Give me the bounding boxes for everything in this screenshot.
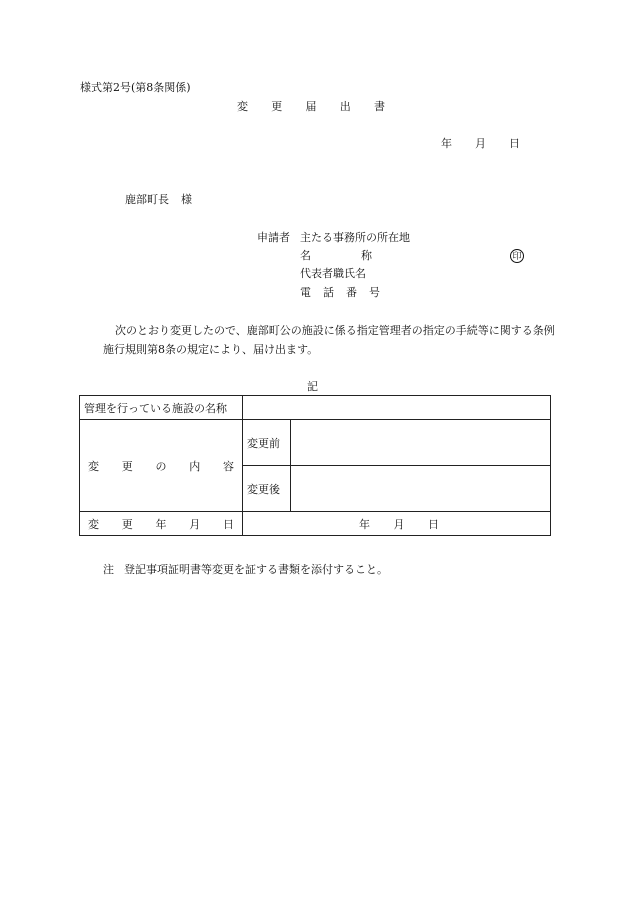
seal-mark: 印 — [510, 249, 524, 263]
addressee — [125, 193, 192, 207]
facility-name-row — [80, 396, 551, 420]
change-date-char: 日 — [223, 517, 234, 531]
after-label: 変更後 — [243, 466, 291, 512]
title-char: 出 — [339, 100, 351, 113]
ki-heading: 記 — [307, 380, 318, 393]
attachment-note — [103, 563, 388, 577]
phone-label-char: 号 — [369, 286, 380, 299]
after-value[interactable] — [291, 466, 551, 512]
change-date-label — [80, 512, 243, 536]
change-content-char: 更 — [121, 459, 133, 473]
year-label: 年 — [441, 137, 452, 150]
title-char: 届 — [305, 100, 317, 113]
addressee-name: 鹿部町長 — [125, 193, 169, 206]
change-date-value[interactable] — [243, 512, 551, 536]
change-content-label — [80, 420, 243, 512]
change-month: 月 — [393, 517, 405, 531]
before-label: 変更前 — [243, 420, 291, 466]
phone-number-label[interactable] — [300, 286, 380, 300]
change-before-row — [80, 420, 551, 466]
change-content-char: 内 — [189, 459, 201, 473]
representative-label[interactable]: 代表者職氏名 — [300, 267, 366, 280]
name-label-char: 名 — [300, 249, 311, 262]
organization-name-label[interactable] — [300, 249, 372, 263]
change-date-char: 更 — [121, 517, 133, 531]
change-day: 日 — [428, 517, 439, 531]
change-content-char: 容 — [223, 459, 234, 473]
day-label: 日 — [509, 137, 520, 150]
office-location-label[interactable]: 主たる事務所の所在地 — [300, 231, 410, 244]
change-content-char: 変 — [88, 459, 99, 473]
change-date-char: 月 — [189, 517, 201, 531]
form-number: 様式第2号(第8条関係) — [80, 81, 191, 94]
note-text: 登記事項証明書等変更を証する書類を添付すること。 — [124, 563, 388, 576]
change-details-table — [79, 395, 551, 536]
applicant-label: 申請者 — [257, 231, 290, 244]
title-char: 変 — [237, 100, 248, 113]
phone-label-char: 電 — [300, 286, 311, 299]
note-prefix: 注 — [103, 563, 114, 576]
change-year: 年 — [359, 517, 370, 531]
facility-name-value[interactable] — [243, 396, 551, 420]
name-label-char: 称 — [361, 249, 372, 262]
phone-label-char: 番 — [346, 286, 357, 299]
body-paragraph: 次のとおり変更したので、鹿部町公の施設に係る指定管理者の指定の手続等に関する条例施行規則第8条の規定により、届け出ます。 — [103, 324, 555, 356]
title-char: 更 — [271, 100, 283, 113]
change-content-char: の — [155, 459, 167, 473]
phone-label-char: 話 — [323, 286, 334, 299]
change-date-char: 変 — [88, 517, 99, 531]
change-date-row — [80, 512, 551, 536]
document-title — [237, 100, 385, 114]
addressee-honorific: 様 — [181, 193, 192, 206]
title-char: 書 — [374, 100, 385, 113]
before-value[interactable] — [291, 420, 551, 466]
submission-date[interactable] — [441, 137, 520, 151]
facility-name-label: 管理を行っている施設の名称 — [80, 396, 243, 420]
month-label: 月 — [475, 137, 486, 150]
change-date-char: 年 — [155, 517, 167, 531]
